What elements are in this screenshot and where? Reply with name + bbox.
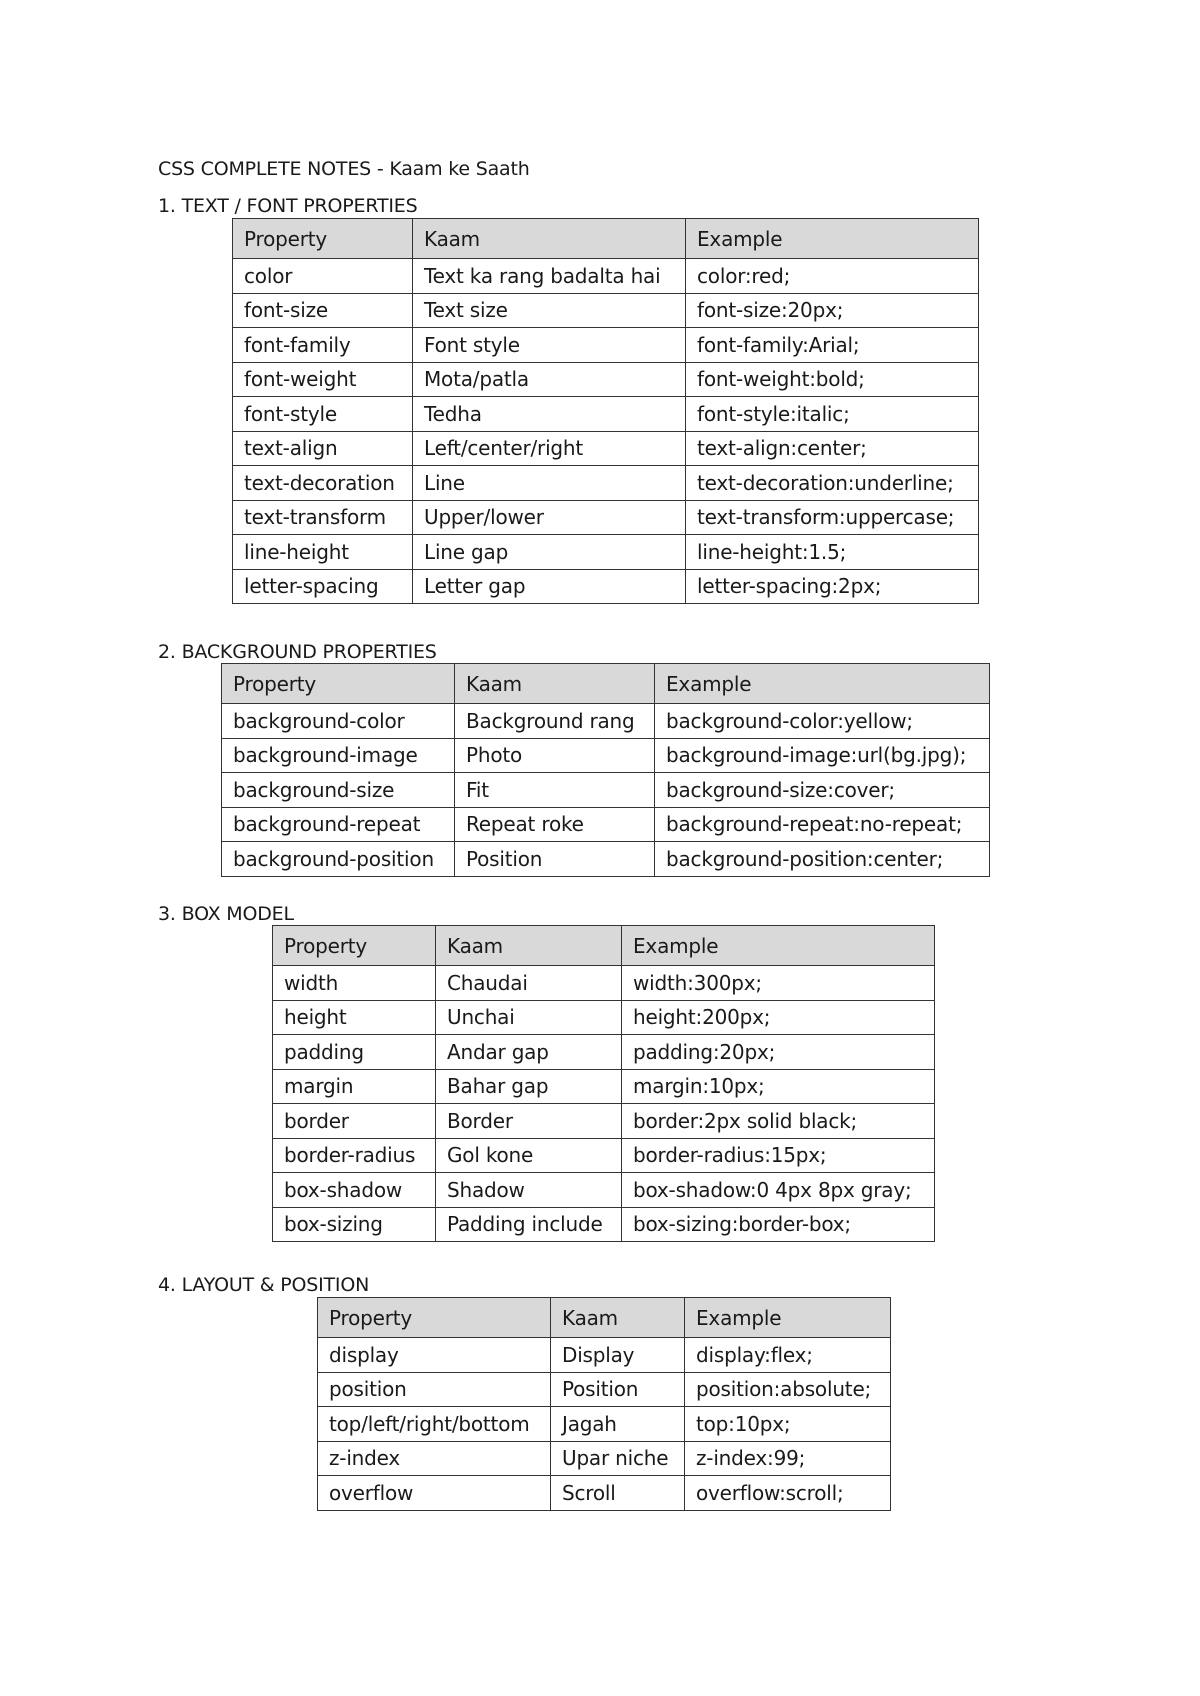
cell-example: background-repeat:no-repeat; [655, 807, 990, 842]
table-row [222, 738, 990, 773]
table-row [233, 569, 979, 604]
cell-example: border:2px solid black; [622, 1104, 935, 1139]
cell-property: height [273, 1000, 436, 1035]
table-row [222, 773, 990, 808]
cell-kaam: Line [413, 466, 686, 501]
cell-property: color [233, 259, 413, 294]
cell-property: padding [273, 1035, 436, 1070]
cell-kaam: Fit [455, 773, 655, 808]
table-row [233, 431, 979, 466]
cell-example: position:absolute; [685, 1372, 891, 1407]
cell-kaam: Text ka rang badalta hai [413, 259, 686, 294]
cell-example: font-weight:bold; [686, 362, 979, 397]
table-row [222, 807, 990, 842]
page-title: CSS COMPLETE NOTES - Kaam ke Saath [158, 158, 530, 180]
cell-kaam: Photo [455, 738, 655, 773]
cell-kaam: Tedha [413, 397, 686, 432]
column-header-kaam: Kaam [455, 664, 655, 704]
cell-example: background-color:yellow; [655, 704, 990, 739]
cell-property: line-height [233, 535, 413, 570]
table-row [233, 535, 979, 570]
cell-example: box-shadow:0 4px 8px gray; [622, 1173, 935, 1208]
cell-property: z-index [318, 1441, 551, 1476]
column-header-kaam: Kaam [413, 219, 686, 259]
cell-property: background-color [222, 704, 455, 739]
cell-kaam: Left/center/right [413, 431, 686, 466]
table-header-row [273, 926, 935, 966]
cell-example: text-transform:uppercase; [686, 500, 979, 535]
cell-kaam: Font style [413, 328, 686, 363]
table-row [233, 259, 979, 294]
cell-example: display:flex; [685, 1338, 891, 1373]
cell-property: font-style [233, 397, 413, 432]
cell-example: background-image:url(bg.jpg); [655, 738, 990, 773]
cell-kaam: Upper/lower [413, 500, 686, 535]
cell-kaam: Border [436, 1104, 622, 1139]
column-header-kaam: Kaam [551, 1298, 685, 1338]
cell-property: border-radius [273, 1138, 436, 1173]
cell-property: background-position [222, 842, 455, 877]
table-background-properties [221, 663, 990, 877]
cell-example: letter-spacing:2px; [686, 569, 979, 604]
table-row [318, 1372, 891, 1407]
cell-example: font-style:italic; [686, 397, 979, 432]
cell-example: background-size:cover; [655, 773, 990, 808]
cell-kaam: Bahar gap [436, 1069, 622, 1104]
cell-property: box-sizing [273, 1207, 436, 1242]
cell-example: text-align:center; [686, 431, 979, 466]
table-row [318, 1476, 891, 1511]
column-header-example: Example [655, 664, 990, 704]
cell-kaam: Jagah [551, 1407, 685, 1442]
cell-property: font-size [233, 293, 413, 328]
column-header-kaam: Kaam [436, 926, 622, 966]
cell-example: border-radius:15px; [622, 1138, 935, 1173]
section-heading-text-font: 1. TEXT / FONT PROPERTIES [158, 195, 418, 217]
cell-property: background-image [222, 738, 455, 773]
cell-property: width [273, 966, 436, 1001]
table-row [273, 1000, 935, 1035]
cell-kaam: Scroll [551, 1476, 685, 1511]
cell-property: overflow [318, 1476, 551, 1511]
cell-property: border [273, 1104, 436, 1139]
column-header-example: Example [622, 926, 935, 966]
section-heading-layout-position: 4. LAYOUT & POSITION [158, 1274, 370, 1296]
cell-kaam: Line gap [413, 535, 686, 570]
table-row [273, 1138, 935, 1173]
table-header-row [233, 219, 979, 259]
cell-property: background-size [222, 773, 455, 808]
cell-example: padding:20px; [622, 1035, 935, 1070]
table-row [273, 1173, 935, 1208]
table-row [222, 842, 990, 877]
table-text-font-properties [232, 218, 979, 604]
cell-example: width:300px; [622, 966, 935, 1001]
cell-example: font-family:Arial; [686, 328, 979, 363]
cell-example: z-index:99; [685, 1441, 891, 1476]
table-row [318, 1407, 891, 1442]
cell-example: background-position:center; [655, 842, 990, 877]
table-row [318, 1338, 891, 1373]
cell-kaam: Text size [413, 293, 686, 328]
table-row [233, 362, 979, 397]
cell-kaam: Display [551, 1338, 685, 1373]
table-row [233, 397, 979, 432]
section-heading-background: 2. BACKGROUND PROPERTIES [158, 641, 437, 663]
cell-property: letter-spacing [233, 569, 413, 604]
cell-property: display [318, 1338, 551, 1373]
table-row [273, 1069, 935, 1104]
column-header-property: Property [318, 1298, 551, 1338]
cell-property: position [318, 1372, 551, 1407]
column-header-example: Example [685, 1298, 891, 1338]
cell-kaam: Letter gap [413, 569, 686, 604]
column-header-property: Property [222, 664, 455, 704]
cell-example: color:red; [686, 259, 979, 294]
cell-example: margin:10px; [622, 1069, 935, 1104]
table-row [273, 1104, 935, 1139]
section-heading-box-model: 3. BOX MODEL [158, 903, 294, 925]
cell-kaam: Background rang [455, 704, 655, 739]
cell-property: top/left/right/bottom [318, 1407, 551, 1442]
cell-kaam: Position [455, 842, 655, 877]
cell-property: font-weight [233, 362, 413, 397]
column-header-property: Property [273, 926, 436, 966]
table-row [273, 966, 935, 1001]
cell-property: margin [273, 1069, 436, 1104]
table-row [318, 1441, 891, 1476]
cell-property: box-shadow [273, 1173, 436, 1208]
cell-property: text-transform [233, 500, 413, 535]
cell-kaam: Padding include [436, 1207, 622, 1242]
cell-kaam: Repeat roke [455, 807, 655, 842]
table-row [233, 466, 979, 501]
table-row [273, 1035, 935, 1070]
cell-example: height:200px; [622, 1000, 935, 1035]
table-row [233, 293, 979, 328]
cell-kaam: Gol kone [436, 1138, 622, 1173]
cell-example: text-decoration:underline; [686, 466, 979, 501]
cell-property: text-align [233, 431, 413, 466]
table-layout-position [317, 1297, 891, 1511]
cell-kaam: Andar gap [436, 1035, 622, 1070]
cell-property: font-family [233, 328, 413, 363]
cell-kaam: Shadow [436, 1173, 622, 1208]
table-header-row [318, 1298, 891, 1338]
column-header-property: Property [233, 219, 413, 259]
table-row [222, 704, 990, 739]
cell-example: box-sizing:border-box; [622, 1207, 935, 1242]
cell-kaam: Mota/patla [413, 362, 686, 397]
cell-example: top:10px; [685, 1407, 891, 1442]
table-row [233, 328, 979, 363]
cell-kaam: Upar niche [551, 1441, 685, 1476]
cell-kaam: Unchai [436, 1000, 622, 1035]
cell-property: text-decoration [233, 466, 413, 501]
column-header-example: Example [686, 219, 979, 259]
cell-example: line-height:1.5; [686, 535, 979, 570]
table-box-model [272, 925, 935, 1242]
cell-example: overflow:scroll; [685, 1476, 891, 1511]
cell-kaam: Position [551, 1372, 685, 1407]
table-header-row [222, 664, 990, 704]
cell-property: background-repeat [222, 807, 455, 842]
cell-kaam: Chaudai [436, 966, 622, 1001]
table-row [273, 1207, 935, 1242]
cell-example: font-size:20px; [686, 293, 979, 328]
table-row [233, 500, 979, 535]
